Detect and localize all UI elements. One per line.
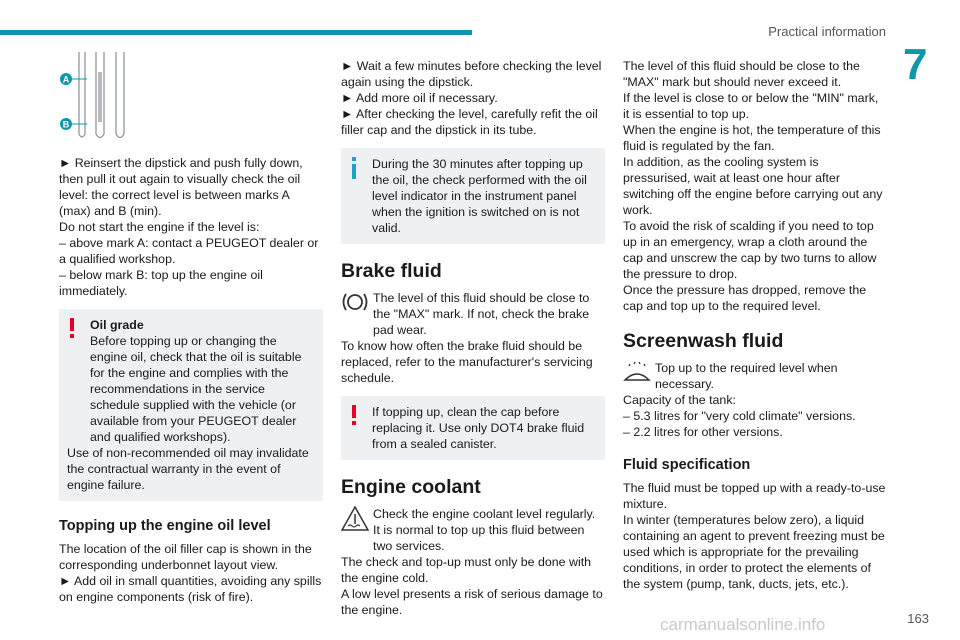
paragraph: Top up to the required level when necessary. (655, 361, 838, 391)
mark-b-label: B (62, 119, 70, 130)
paragraph: Before topping up or changing the engine oil, check that the oil is suitable for the engine and complies with the recommendations in the service schedule supplied with the vehicle (or available from your PEUGEOT dealer and qualified workshops). (90, 334, 302, 444)
paragraph: ► Wait a few minutes before checking the level again using the dipstick. (341, 59, 602, 89)
heading-fluid-specification: Fluid specification (623, 457, 751, 473)
info-icon (350, 157, 358, 179)
watermark: carmanualsonline.info (660, 615, 826, 634)
paragraph: A low level presents a risk of serious damage to the engine. (341, 587, 603, 617)
paragraph: The fluid must be topped up with a ready-to-use mixture. (623, 481, 886, 511)
info-box (341, 148, 605, 244)
section-title: Practical information (768, 24, 886, 39)
column-1 (59, 52, 323, 605)
paragraph: The level of this fluid should be close to the "MAX" mark. If not, check the brake pad wear. (373, 291, 590, 337)
paragraph: The level of this fluid should be close to the "MAX" mark but should never exceed it. (623, 59, 860, 89)
column-2 (341, 58, 605, 618)
paragraph: – 5.3 litres for "very cold climate" versions. (623, 409, 856, 423)
warning-exclamation-icon (68, 318, 76, 338)
heading-topping-up: Topping up the engine oil level (59, 518, 271, 534)
paragraph-bold: Do not start the engine if the level is: (59, 220, 260, 234)
warning-box-brake (341, 396, 605, 460)
screenwash-block (623, 360, 887, 392)
paragraph: Check the engine coolant level regularly. It is normal to top up this fluid between two services. (373, 507, 596, 553)
brake-fluid-block (341, 290, 605, 338)
warning-text: If topping up, clean the cap before replacing it. Use only DOT4 brake fluid from a sealed canister. (372, 405, 585, 451)
heading-screenwash-fluid: Screenwash fluid (623, 330, 784, 352)
paragraph: In addition, as the cooling system is pressurised, wait at least one hour after switching off the engine before carrying out any work. (623, 155, 883, 217)
paragraph: Once the pressure has dropped, remove the cap and top up to the required level. (623, 283, 867, 313)
coolant-temperature-icon (341, 506, 369, 532)
paragraph: If the level is close to or below the "MIN" mark, it is essential to top up. (623, 91, 879, 121)
paragraph: To know how often the brake fluid should be replaced, refer to the manufacturer's servicing schedule. (341, 339, 593, 385)
heading-brake-fluid: Brake fluid (341, 260, 442, 282)
warning-exclamation-icon (350, 405, 358, 425)
paragraph: – below mark B: top up the engine oil immediately. (59, 268, 263, 298)
column-3 (623, 58, 887, 592)
paragraph: ► Add oil in small quantities, avoiding any spills on engine components (risk of fire). (59, 574, 322, 604)
warning-box-oil-grade (59, 309, 323, 501)
brake-warning-icon (341, 290, 369, 314)
screenwash-icon (623, 360, 651, 382)
dipstick-illustration (59, 52, 323, 147)
heading-engine-coolant: Engine coolant (341, 476, 481, 498)
paragraph: The check and top-up must only be done with the engine cold. (341, 555, 592, 585)
paragraph: Use of non-recommended oil may invalidate the contractual warranty in the event of engine failure. (67, 446, 309, 492)
coolant-block (341, 506, 605, 554)
chapter-number: 7 (903, 40, 928, 89)
paragraph: Capacity of the tank: (623, 393, 736, 407)
paragraph: – above mark A: contact a PEUGEOT dealer or a qualified workshop. (59, 236, 319, 266)
mark-a-label: A (62, 74, 70, 85)
page-number: 163 (907, 611, 929, 626)
info-text: During the 30 minutes after topping up the oil, the check performed with the oil level indicator in the instrument panel when the ignition is switched on is not valid. (372, 157, 587, 235)
paragraph: To avoid the risk of scalding if you need to top up in an emergency, wrap a cloth around the cap and unscrew the cap by two turns to allow the pressure to drop. (623, 219, 877, 281)
paragraph: When the engine is hot, the temperature of this fluid is regulated by the fan. (623, 123, 881, 153)
paragraph: The location of the oil filler cap is shown in the corresponding underbonnet layout view. (59, 542, 312, 572)
paragraph: ► Add more oil if necessary. (341, 91, 498, 105)
note-title: Oil grade (90, 318, 144, 332)
paragraph: – 2.2 litres for other versions. (623, 425, 783, 439)
paragraph: In winter (temperatures below zero), a liquid containing an agent to prevent freezing must be used which is appropriate for the prevailing conditions, in order to protect the elements of the system (pump, tank, ducts, jets, etc.). (623, 513, 885, 591)
paragraph: ► Reinsert the dipstick and push fully down, then pull it out again to visually check the oil level: the correct level is between marks A (max) and B (min). (59, 156, 303, 218)
paragraph: ► After checking the level, carefully refit the oil filler cap and the dipstick in its tube. (341, 107, 598, 137)
header-accent-bar (0, 30, 472, 35)
